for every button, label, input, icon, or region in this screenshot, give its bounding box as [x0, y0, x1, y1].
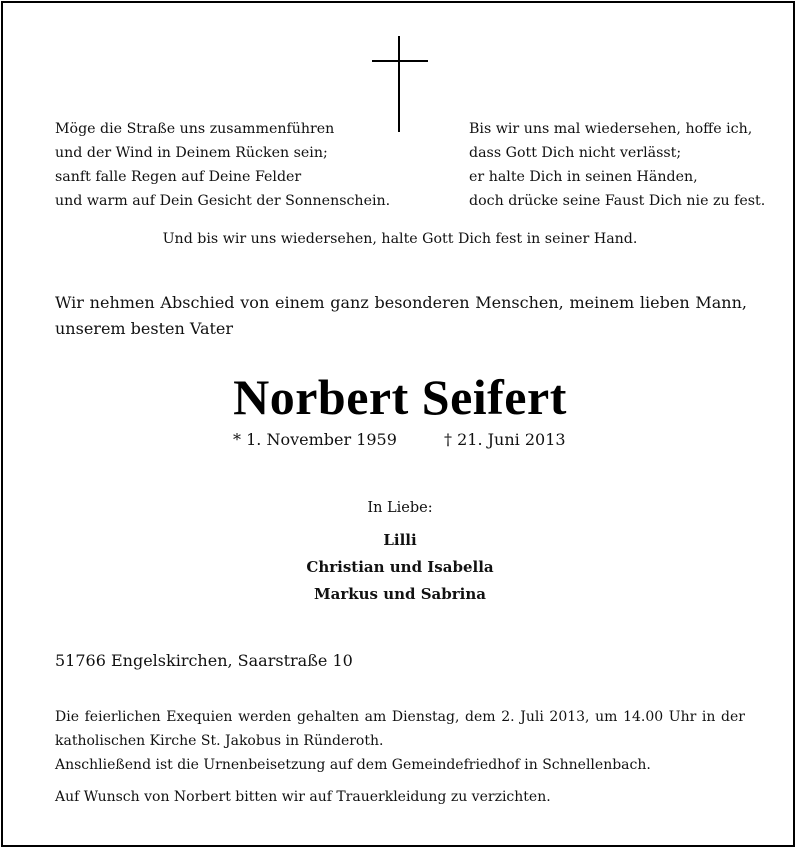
poem-line: doch drücke seine Faust Dich nie zu fest.	[469, 193, 766, 209]
poem-line: und warm auf Dein Gesicht der Sonnenschein.	[55, 193, 391, 209]
poem-line: dass Gott Dich nicht verlässt;	[469, 145, 682, 161]
poem-closing-line: Und bis wir uns wiedersehen, halte Gott Dich fest in seiner Hand.	[162, 231, 638, 247]
poem-line: er halte Dich in seinen Händen,	[469, 169, 698, 185]
poem-right-stanza	[469, 117, 765, 213]
deceased-name: Norbert Seifert	[233, 369, 567, 425]
poem-line: Bis wir uns mal wiedersehen, hoffe ich,	[469, 121, 753, 137]
urn-burial-notice: Anschließend ist die Urnenbeisetzung auf dem Gemeindefriedhof in Schnellenbach.	[55, 757, 651, 773]
mourners-heading: In Liebe:	[367, 500, 433, 516]
poem-line: sanft falle Regen auf Deine Felder	[55, 169, 302, 185]
farewell-intro: Wir nehmen Abschied von einem ganz besonderen Menschen, meinem lieben Mann, unserem besten Vater	[55, 293, 747, 338]
death-date: † 21. Juni 2013	[444, 430, 566, 449]
attire-notice: Auf Wunsch von Norbert bitten wir auf Trauerkleidung zu verzichten.	[55, 789, 551, 805]
mourner-name: Christian und Isabella	[306, 558, 494, 576]
poem-line: und der Wind in Deinem Rücken sein;	[55, 145, 328, 161]
mourner-name: Lilli	[383, 531, 417, 549]
mourner-name: Markus und Sabrina	[314, 585, 486, 603]
funeral-notice: Die feierlichen Exequien werden gehalten am Dienstag, dem 2. Juli 2013, um 14.00 Uhr in der katholischen Kirche St. Jakobus in Ründeroth.	[55, 709, 745, 749]
poem-line: Möge die Straße uns zusammenführen	[55, 121, 335, 137]
poem-left-stanza	[55, 117, 390, 213]
birth-date: * 1. November 1959	[233, 430, 397, 449]
family-address: 51766 Engelskirchen, Saarstraße 10	[55, 651, 353, 670]
